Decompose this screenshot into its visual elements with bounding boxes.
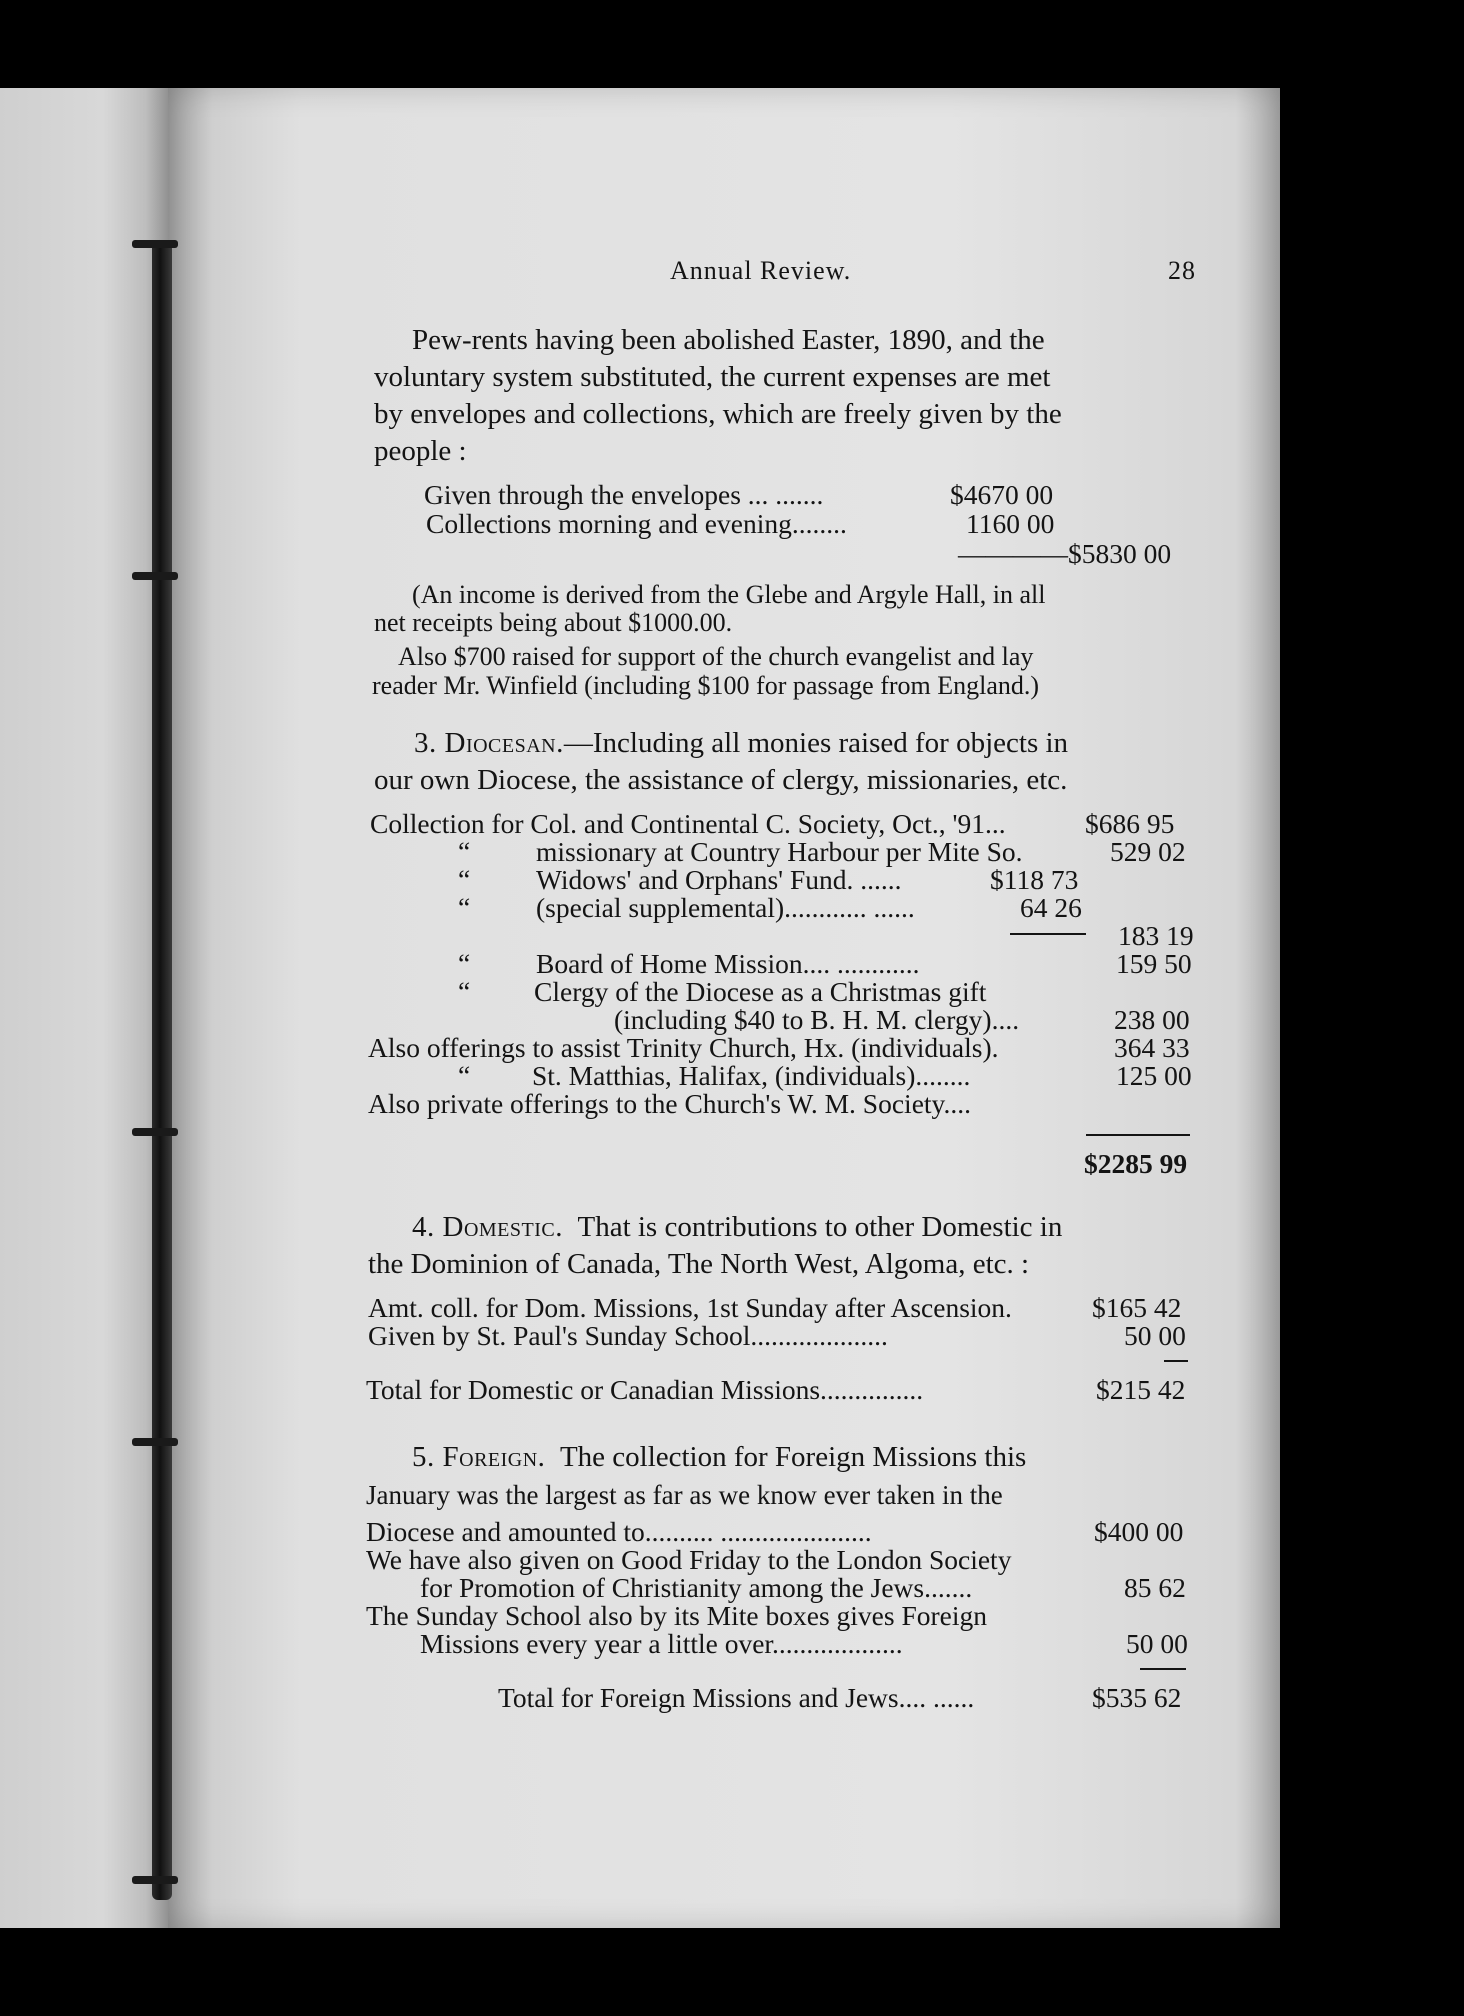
ledger-item-amount: $686 95: [1085, 808, 1175, 839]
note-line: reader Mr. Winfield (including $100 for passage from England.): [372, 671, 1040, 700]
ledger-item-text: missionary at Country Harbour per Mite So.: [536, 836, 1023, 867]
section-heading-label: 5. Foreign.: [412, 1441, 546, 1473]
ledger-item-text: Total for Domestic or Canadian Missions...............: [366, 1374, 924, 1405]
page-number: 28: [1168, 256, 1196, 285]
note-line: net receipts being about $1000.00.: [374, 608, 733, 637]
ledger-item-amount: 1160 00: [966, 508, 1055, 539]
body-line: people :: [374, 435, 467, 467]
section-heading-foreign: [412, 1441, 1026, 1474]
ledger-item-amount: $4670 00: [950, 479, 1054, 510]
ledger-total: $215 42: [1096, 1374, 1186, 1405]
ledger-item-text: (including $40 to B. H. M. clergy)....: [614, 1004, 1020, 1035]
ditto-mark: “: [458, 836, 471, 867]
note-line: Also $700 raised for support of the church evangelist and lay: [398, 642, 1034, 671]
ledger-sub-amount: $118 73: [990, 864, 1079, 895]
ledger-item-amount: 159 50: [1116, 948, 1192, 979]
body-line: —Including all monies raised for objects in: [563, 727, 1069, 759]
body-line: by envelopes and collections, which are freely given by the: [374, 398, 1062, 430]
running-header: Annual Review.: [670, 256, 852, 285]
ledger-item-text: Board of Home Mission.... ............: [536, 948, 920, 979]
ledger-item-amount: 85 62: [1124, 1572, 1186, 1603]
ledger-item-amount: 50 00: [1126, 1628, 1188, 1659]
body-line: January was the largest as far as we know ever taken in the: [366, 1480, 1003, 1510]
body-line: the Dominion of Canada, The North West, Algoma, etc. :: [368, 1248, 1030, 1280]
note-line: (An income is derived from the Glebe and Argyle Hall, in all: [412, 580, 1046, 609]
ledger-item-text: Diocese and amounted to.......... ......................: [366, 1516, 872, 1547]
ledger-item-text: (special supplemental)............ ......: [536, 892, 915, 923]
ledger-item-text: St. Matthias, Halifax, (individuals)........: [532, 1060, 971, 1091]
ledger-item-amount: 364 33: [1114, 1032, 1190, 1063]
total-rule: [1140, 1668, 1186, 1670]
ditto-mark: “: [458, 1060, 471, 1091]
total-rule: [1164, 1360, 1188, 1362]
ledger-item-text: Also private offerings to the Church's W. M. Society....: [368, 1088, 972, 1119]
ledger-item-text: for Promotion of Christianity among the Jews.......: [420, 1572, 973, 1603]
ledger-item-text: The Sunday School also by its Mite boxes gives Foreign: [366, 1600, 987, 1631]
body-line: Pew-rents having been abolished Easter, 1890, and the: [412, 324, 1045, 356]
total-rule: [1086, 1134, 1190, 1136]
body-line: voluntary system substituted, the current expenses are met: [374, 361, 1051, 393]
ledger-item-amount: 529 02: [1110, 836, 1186, 867]
ledger-item-text: Also offerings to assist Trinity Church, Hx. (individuals).: [368, 1032, 999, 1063]
ledger-item-amount: 50 00: [1124, 1320, 1186, 1351]
ledger-item-text: Clergy of the Diocese as a Christmas gift: [534, 976, 987, 1007]
ditto-mark: “: [458, 864, 471, 895]
ledger-item-text: Given through the envelopes ... .......: [424, 479, 824, 510]
section-heading-label: 4. Domestic.: [412, 1211, 563, 1243]
ledger-item-amount: 125 00: [1116, 1060, 1192, 1091]
ledger-total: $535 62: [1092, 1682, 1182, 1713]
ledger-item-text: Missions every year a little over...................: [420, 1628, 903, 1659]
ledger-item-text: We have also given on Good Friday to the London Society: [366, 1544, 1012, 1575]
section-heading-label: 3. Diocesan.: [414, 727, 564, 759]
body-line: our own Diocese, the assistance of clergy, missionaries, etc.: [374, 764, 1068, 796]
ledger-item-amount: $165 42: [1092, 1292, 1182, 1323]
ditto-mark: “: [458, 892, 471, 923]
ledger-item-amount: 238 00: [1114, 1004, 1190, 1035]
ledger-item-text: Collection for Col. and Continental C. Society, Oct., '91...: [370, 808, 1006, 839]
ledger-item-text: Widows' and Orphans' Fund. ......: [536, 864, 902, 895]
ledger-sub-amount: 64 26: [1020, 892, 1082, 923]
body-line: The collection for Foreign Missions this: [559, 1441, 1027, 1473]
ledger-total: $2285 99: [1084, 1148, 1188, 1179]
ledger-item-text: Total for Foreign Missions and Jews.... ......: [498, 1682, 975, 1713]
ledger-item-text: Collections morning and evening........: [426, 508, 847, 539]
section-heading-diocesan: [414, 727, 1068, 760]
ledger-item-amount: $400 00: [1094, 1516, 1184, 1547]
body-line: That is contributions to other Domestic in: [577, 1211, 1063, 1243]
subtotal-rule: [1010, 933, 1086, 935]
ditto-mark: “: [458, 976, 471, 1007]
section-heading-domestic: [412, 1211, 1062, 1244]
ledger-item-text: Amt. coll. for Dom. Missions, 1st Sunday after Ascension.: [368, 1292, 1012, 1323]
ledger-total: ————$5830 00: [958, 538, 1172, 569]
ledger-item-text: Given by St. Paul's Sunday School....................: [368, 1320, 888, 1351]
ledger-item-amount: 183 19: [1118, 920, 1194, 951]
ditto-mark: “: [458, 948, 471, 979]
